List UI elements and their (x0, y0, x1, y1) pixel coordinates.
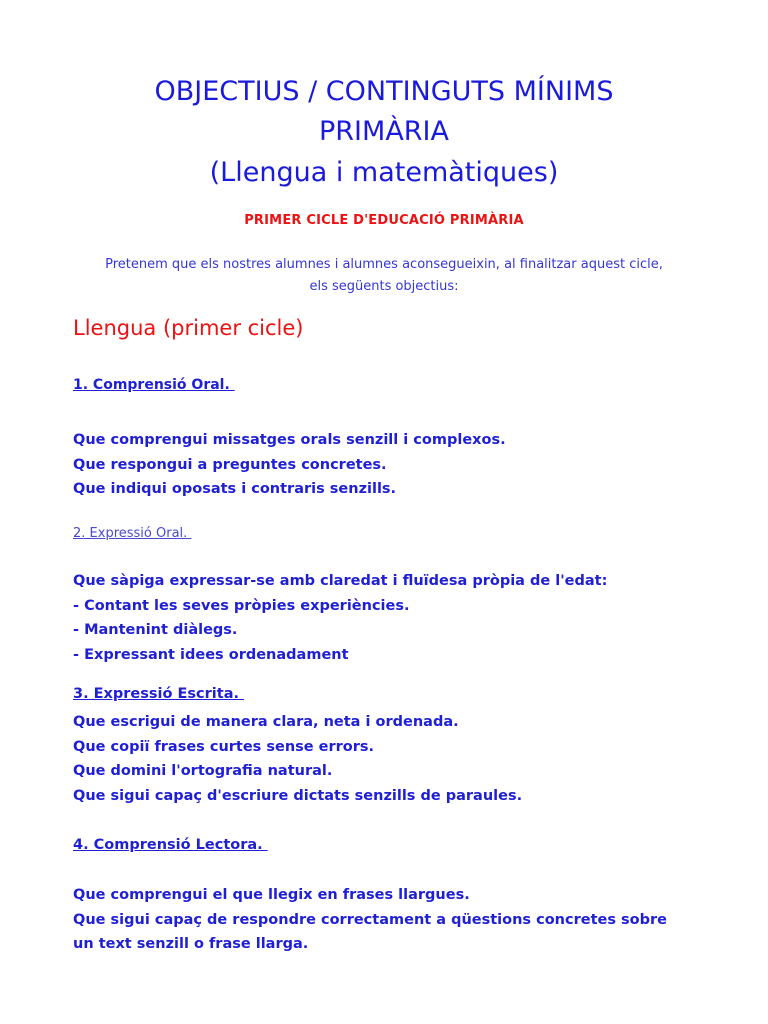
section-list-comprensio-oral (73, 428, 713, 502)
section-heading-comprensio-oral: 1. Comprensió Oral. (73, 377, 235, 393)
list-item: Que comprengui missatges orals senzill i complexos. (73, 432, 506, 448)
document-title-line-1: OBJECTIUS / CONTINGUTS MÍNIMS (154, 76, 614, 107)
intro-line-2: els següents objectius: (309, 279, 459, 294)
section-list-expressio-escrita (73, 710, 713, 808)
list-item: Que sigui capaç de respondre correctament a qüestions concretes sobre (73, 911, 667, 928)
list-item: Que comprengui el que llegix en frases llargues. (73, 887, 470, 903)
section-heading-expressio-oral: 2. Expressió Oral. (73, 526, 192, 541)
list-item: Que domini l'ortografia natural. (73, 763, 333, 779)
section-list-expressio-oral (73, 569, 713, 667)
section-heading-expressio-escrita: 3. Expressió Escrita. (73, 686, 245, 702)
list-item: Que copiï frases curtes sense errors. (73, 738, 375, 755)
section-list-comprensio-lectora (73, 883, 713, 957)
list-item: Que escrigui de manera clara, neta i ordenada. (73, 714, 459, 730)
subject-heading: Llengua (primer cicle) (73, 316, 304, 340)
list-item: - Mantenint diàlegs. (73, 622, 238, 638)
list-item: Que sigui capaç d'escriure dictats senzills de paraules. (73, 787, 523, 804)
intro-line-1: Pretenem que els nostres alumnes i alumnes aconsegueixin, al finalitzar aquest cicle, (105, 257, 663, 272)
document-title-line-3: (Llengua i matemàtiques) (209, 157, 559, 188)
cycle-heading: PRIMER CICLE D'EDUCACIÓ PRIMÀRIA (244, 213, 524, 228)
list-item: Que respongui a preguntes concretes. (73, 456, 387, 473)
list-item: Que sàpiga expressar-se amb claredat i fluïdesa pròpia de l'edat: (73, 573, 608, 589)
section-heading-comprensio-lectora: 4. Comprensió Lectora. (73, 837, 268, 853)
list-item: - Expressant idees ordenadament (73, 646, 349, 663)
list-item: Que indiqui oposats i contraris senzills. (73, 481, 397, 497)
list-item: un text senzill o frase llarga. (73, 936, 309, 952)
list-item: - Contant les seves pròpies experiències. (73, 597, 410, 614)
intro-paragraph (60, 254, 708, 298)
document-title-line-2: PRIMÀRIA (319, 116, 449, 147)
